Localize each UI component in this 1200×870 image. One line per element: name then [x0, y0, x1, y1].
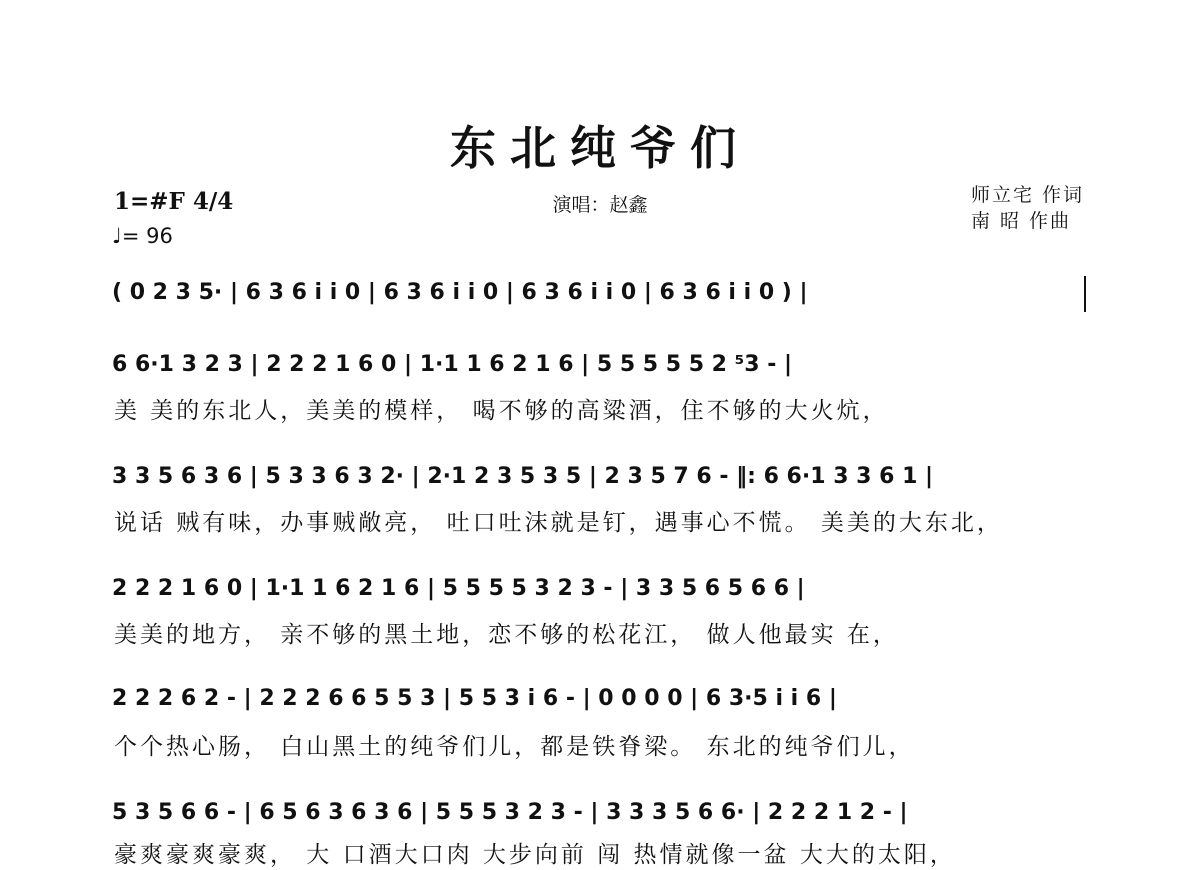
notation-line-6: 5 3 5 6 6 - | 6 5 6 3 6 3 6 | 5 5 5 3 2 3 - | 3 3 3 5 6 6· | 2 2 2 1 2 - |: [112, 800, 908, 825]
credits: [971, 182, 1084, 234]
song-title: 东北纯爷们: [450, 121, 750, 175]
lyric-line-5: 个个热心肠， 白山黑土的纯爷们儿，都是铁脊梁。 东北的纯爷们儿，: [114, 734, 915, 760]
lyric-line-4: 美美的地方， 亲不够的黑土地，恋不够的松花江， 做人他最实 在，: [114, 622, 899, 648]
final-barline: [1084, 276, 1086, 312]
notation-line-3: 3 3 5 6 3 6 | 5 3 3 6 3 2· | 2·1 2 3 5 3 5 | 2 3 5 7 6 - ‖: 6 6·1 3 3 6 1 |: [112, 464, 934, 489]
composer-credit: 南 昭 作曲: [970, 210, 1072, 232]
lyric-line-3: 说话 贼有味，办事贼敞亮， 吐口吐沫就是钉，遇事心不慌。 美美的大东北，: [114, 510, 1003, 536]
lyric-line-2: 美 美的东北人，美美的模样， 喝不够的高粱酒，住不够的大火炕，: [114, 398, 889, 424]
key-signature: 1=#F 4/4: [114, 188, 234, 215]
lyric-line-6: 豪爽豪爽豪爽， 大 口酒大口肉 大步向前 闯 热情就像一盆 大大的太阳，: [114, 842, 956, 868]
notation-line-4: 2 2 2 1 6 0 | 1·1 1 6 2 1 6 | 5 5 5 5 3 2 3 - | 3 3 5 6 5 6 6 |: [112, 576, 805, 601]
notation-line-2: 6 6·1 3 2 3 | 2 2 2 1 6 0 | 1·1 1 6 2 1 6 | 5 5 5 5 5 2 ⁵3 - |: [112, 352, 793, 377]
notation-line-1: ( 0 2 3 5· | 6 3 6 i i 0 | 6 3 6 i i 0 | 6 3 6 i i 0 | 6 3 6 i i 0 ) |: [112, 280, 808, 305]
singer-credit: 演唱：赵鑫: [552, 194, 648, 216]
tempo-marking: ♩= 96: [112, 224, 173, 248]
notation-line-5: 2 2 2 6 2 - | 2 2 2 6 6 5 5 3 | 5 5 3 i 6 - | 0 0 0 0 | 6 3·5 i i 6 |: [112, 686, 837, 711]
lyricist-credit: 师立宅 作词: [970, 184, 1084, 206]
